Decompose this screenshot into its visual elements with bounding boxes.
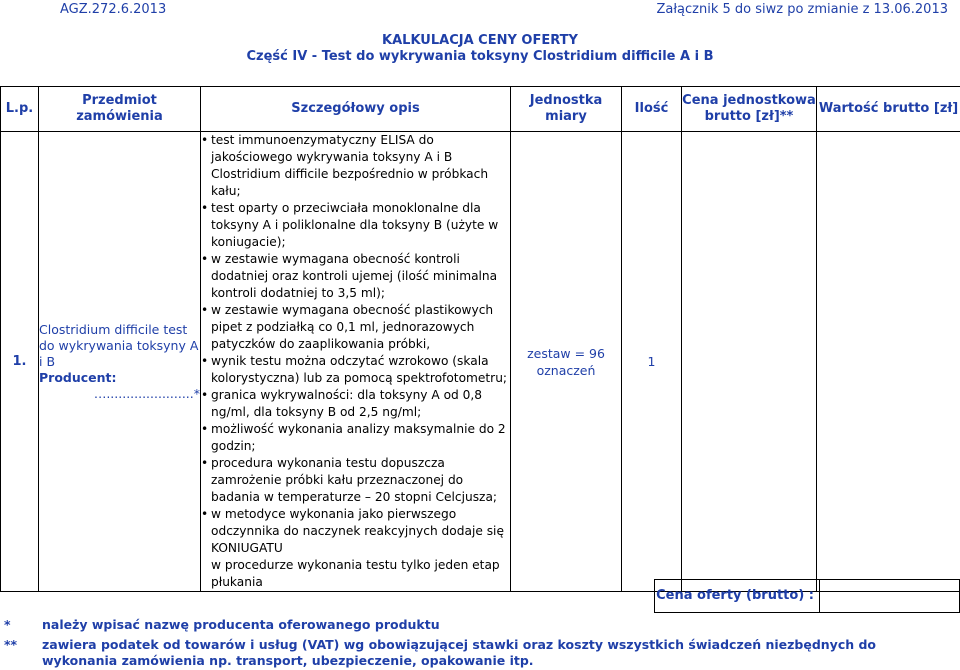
col-header-price — [682, 87, 817, 132]
row-unit-price-field[interactable] — [682, 132, 817, 592]
spec-item: • w zestawie wymagana obecność plastikowych pipet z podziałką co 0,1 ml, jednorazowych patyczków do zaaplikowania próbki, — [201, 302, 510, 353]
footnote-mark: * — [4, 617, 11, 632]
col-header-qty: Ilość — [622, 87, 682, 132]
spec-item: • test oparty o przeciwciała monoklonalne dla toksyny A i poliklonalne dla toksyny B (użyte w koniugacie); — [201, 200, 510, 251]
table-header-row — [1, 87, 960, 132]
spec-list — [201, 132, 510, 591]
table-row — [1, 132, 960, 592]
offer-total-value-field[interactable] — [818, 579, 960, 613]
product-name: Clostridium difficile test do wykrywania toksyny A i B — [39, 321, 199, 369]
spec-item: • wynik testu można odczytać wzrokowo (skala kolorystyczna) lub za pomocą spektrofotometru; — [201, 353, 510, 387]
footnote-mark: ** — [4, 637, 18, 652]
col-header-lp: L.p. — [1, 87, 39, 132]
row-unit-line1: zestaw = 96 — [527, 345, 605, 361]
col-header-unit-line1: Jednostka — [529, 93, 603, 108]
col-header-unit — [511, 87, 622, 132]
col-header-subject: Przedmiot zamówienia — [39, 87, 201, 132]
document-title: KALKULACJA CENY OFERTY — [382, 33, 578, 48]
row-total-value-field[interactable] — [817, 132, 960, 592]
document-subtitle: Część IV - Test do wykrywania toksyny Clostridium difficile A i B — [246, 49, 714, 64]
row-description — [201, 132, 511, 592]
spec-tail: w procedurze wykonania testu tylko jeden etap płukania — [211, 558, 500, 589]
footnote-text: należy wpisać nazwę producenta oferowanego produktu — [42, 617, 440, 632]
offer-table — [0, 86, 960, 592]
col-header-total: Wartość brutto [zł] — [817, 87, 960, 132]
col-header-price-line2: brutto [zł]** — [704, 109, 794, 124]
producer-input-field[interactable]: …......................* — [93, 385, 200, 401]
offer-total-label: Cena oferty (brutto) : — [656, 588, 814, 603]
row-lp: 1. — [1, 132, 39, 592]
row-subject — [39, 132, 201, 592]
spec-item: • test immunoenzymatyczny ELISA do jakościowego wykrywania toksyny A i B Clostridium difficile bezpośrednio w próbkach kału; — [201, 132, 510, 200]
annex-note: Załącznik 5 do siwz po zmianie z 13.06.2013 — [656, 2, 948, 17]
document-reference: AGZ.272.6.2013 — [60, 2, 167, 17]
footnote-text: zawiera podatek od towarów i usług (VAT) wg obowiązującej stawki oraz koszty wszystkich świadczeń niezbędnych do wykonania zamówienia np. transport, ubezpieczenie, opakowanie itp. — [42, 637, 877, 668]
spec-item: • granica wykrywalności: dla toksyny A od 0,8 ng/ml, dla toksyny B od 2,5 ng/ml; — [201, 387, 510, 421]
col-header-price-line1: Cena jednostkowa — [682, 93, 816, 108]
spec-item: • procedura wykonania testu dopuszcza zamrożenie próbki kału przeznaczonej do badania w temperaturze – 20 stopni Celcjusza; — [201, 455, 510, 506]
col-header-description: Szczegółowy opis — [201, 87, 511, 132]
row-unit-line2: oznaczeń — [536, 362, 596, 378]
row-unit — [511, 132, 622, 592]
spec-item: • w zestawie wymagana obecność kontroli dodatniej oraz kontroli ujemej (ilość minimalna kontroli dodatniej to 3,5 ml); — [201, 251, 510, 302]
row-qty: 1 — [622, 132, 682, 592]
col-header-unit-line2: miary — [545, 109, 587, 124]
spec-item: • możliwość wykonania analizy maksymalnie do 2 godzin; — [201, 421, 510, 455]
spec-item: • w metodyce wykonania jako pierwszego odczynnika do naczynek reakcyjnych dodaje się KONIUGATU — [201, 506, 510, 557]
producer-label: Producent: — [39, 369, 117, 385]
